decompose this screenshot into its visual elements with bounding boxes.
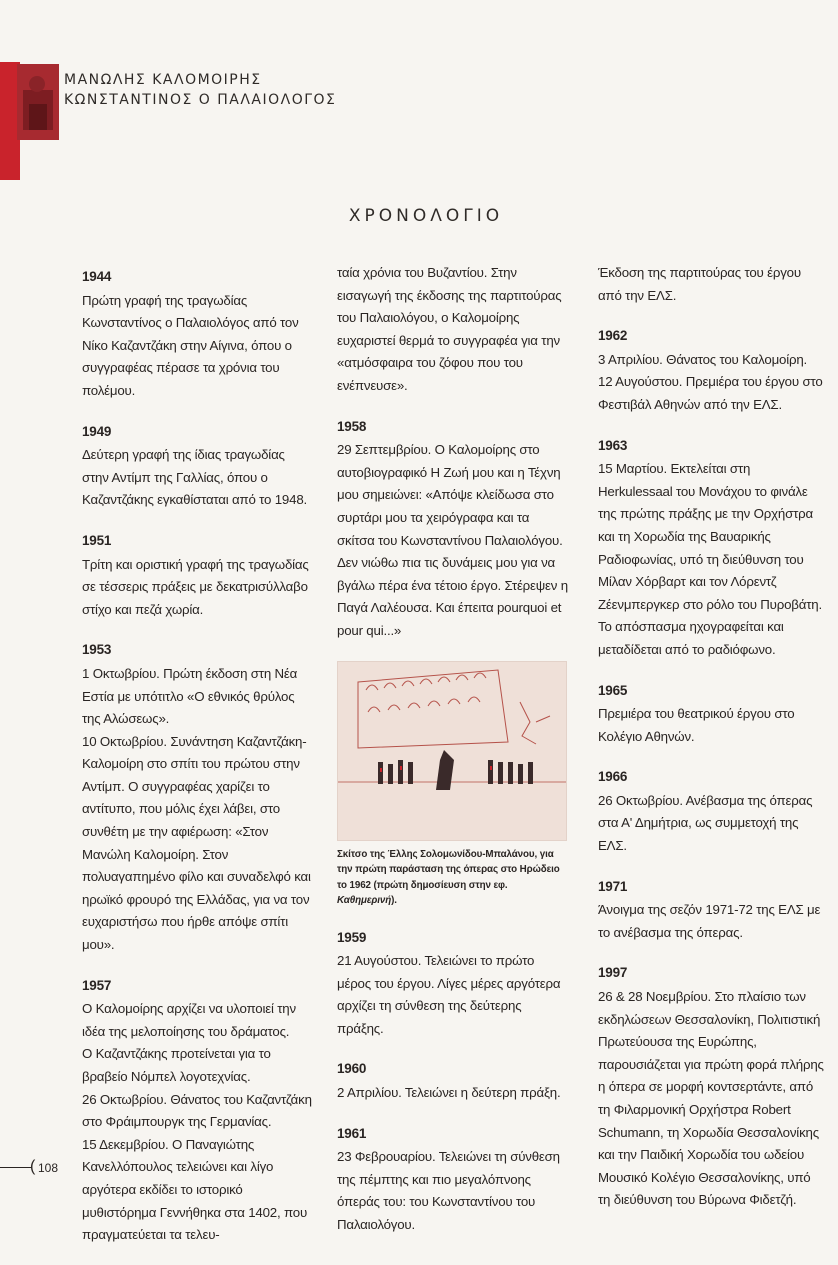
folio-bracket-icon: (: [30, 1158, 36, 1175]
caption-newspaper: Καθημερινή: [337, 895, 392, 906]
entry-text: 26 Οκτωβρίου. Θάνατος του Καζαντζάκη στο Φράιμπουργκ της Γερμανίας.: [82, 1091, 312, 1130]
entry-year: 1965: [598, 682, 628, 698]
entry-text: 21 Αυγούστου. Τελειώνει το πρώτο μέρος του έργου. Λίγες μέρες αργότερα αρχίζει τη σύνθεση της δεύτερης πράξης.: [337, 953, 561, 1036]
chronology-entry: [337, 1123, 569, 1237]
column-1: [82, 266, 314, 1265]
entry-text: Έκδοση της παρτιτούρας του έργου από την ΕΛΣ.: [598, 265, 801, 303]
caption-end: ).: [391, 895, 397, 906]
entry-text: Πρεμιέρα του θεατρικού έργου στο Κολέγιο Αθηνών.: [598, 706, 795, 744]
sketch-image: [337, 661, 567, 841]
chronology-entry: [337, 262, 569, 398]
chronology-entry: [82, 530, 314, 621]
entry-year: 1997: [598, 965, 628, 981]
entry-text: 23 Φεβρουαρίου. Τελειώνει τη σύνθεση της πέμπτης και πιο μεγαλόπνοης όπεράς του: του Κωνσταντίνου του Παλαιολόγου.: [337, 1149, 560, 1233]
entry-text: Άνοιγμα της σεζόν 1971-72 της ΕΛΣ με το ανέβασμα της όπερας.: [598, 902, 821, 940]
header-line-1: ΜΑΝΩΛΗΣ ΚΑΛΟΜΟΙΡΗΣ: [64, 72, 262, 88]
entry-year: 1957: [82, 977, 112, 993]
entry-year: 1958: [337, 418, 367, 434]
page-number: 108: [38, 1161, 59, 1175]
entry-text: 29 Σεπτεμβρίου. Ο Καλομοίρης στο αυτοβιογραφικό Η Ζωή μου και η Τέχνη μου σημειώνει: «Απόψε κλείδωσα στο συρτάρι μου τα χειρόγραφα και τα σκίτσα του Κωνσταντίνου Παλαιολόγου. Δεν νιώθω πια τις δυνάμεις μου για να βγάλω πέρα ένα τέτοιο έργο. Στέρεψεν η Παγά Λαλέουσα. Και έπειτα pourquoi et pour qui...»: [337, 442, 568, 638]
entry-year: 1966: [598, 769, 628, 785]
chronology-entry: [82, 639, 314, 956]
column-2-later-entries: [337, 927, 569, 1237]
entry-text: Δεύτερη γραφή της ίδιας τραγωδίας στην Αντίμπ της Γαλλίας, όπου ο Καζαντζάκης εγκαθίσταται από το 1948.: [82, 447, 308, 508]
entry-text: 1 Οκτωβρίου. Πρώτη έκδοση στη Νέα Εστία με υπότιτλο «Ο εθνικός θρύλος της Αλώσεως».: [82, 665, 298, 727]
entry-text: Πρώτη γραφή της τραγωδίας Κωνσταντίνος ο Παλαιολόγος από τον Νίκο Καζαντζάκη στην Αίγινα, όπου ο συγγραφέας πέρασε τα χρόνια του πολέμου.: [82, 292, 299, 398]
entry-text: 12 Αυγούστου. Πρεμιέρα του έργου στο Φεστιβάλ Αθηνών από την ΕΛΣ.: [598, 374, 823, 412]
entry-text: ταία χρόνια του Βυζαντίου. Στην εισαγωγή της έκδοσης της παρτιτούρας του Παλαιολόγου, ο Καλομοίρης ευχαριστεί θερμά το συγγραφέα για την «ατμόσφαιρα του ζόφου που του ενέπνευσε».: [337, 265, 562, 393]
chronology-entry: [598, 962, 826, 1212]
portrait-icon: [17, 64, 59, 140]
portrait-logo: [17, 64, 59, 140]
entry-year: 1949: [82, 423, 112, 439]
entry-text: 15 Μαρτίου. Εκτελείται στη Herkulessaal του Μονάχου το φινάλε της πρώτης πράξης με την Ορχήστρα και τη Χορωδία της Βαυαρικής Ραδιοφωνίας, υπό τη διεύθυνση του Μίλαν Χόρβαρτ και τον Λόρεντζ Ζέενμπεργκερ στο ρόλο του Πυροβάτη. Το απόσπασμα ηχογραφείται και μεταδίδεται από το ραδιόφωνο.: [598, 461, 822, 657]
header-line-2: ΚΩΝΣΤΑΝΤΙΝΟΣ Ο ΠΑΛΑΙΟΛΟΓΟΣ: [64, 92, 337, 108]
page-title: ΧΡΟΝΟΛΟΓΙΟ: [348, 206, 504, 226]
chronology-entry: [598, 262, 826, 307]
column-2: [337, 262, 569, 1255]
caption-text: Σκίτσο της Έλλης Σολομωνίδου-Μπαλάνου, για την πρώτη παράσταση της όπερας στο Ηρώδειο το 1962 (πρώτη δημοσίευση στην εφ.: [337, 848, 560, 891]
entry-year: 1953: [82, 642, 112, 658]
entry-text: 26 & 28 Νοεμβρίου. Στο πλαίσιο των εκδηλώσεων Θεσσαλονίκη, Πολιτιστική Πρωτεύουσα της Ευρώπης, παρουσιάζεται για πρώτη φορά πλήρης η όπερα σε μορφή κοντσερτάντε, από τη Φιλαρμονική Ορχήστρα Robert Schumann, τη Χορωδία Θεσσαλονίκης και την Παιδική Χορωδία του ωδείου Μουσικό Κολέγιο Θεσσαλονίκης, υπό τη διεύθυνση του Βύρωνα Φιδετζή.: [598, 989, 824, 1208]
entry-text: 3 Απριλίου. Θάνατος του Καλομοίρη.: [598, 351, 808, 367]
figure-caption: [337, 847, 565, 909]
entry-text: 26 Οκτωβρίου. Ανέβασμα της όπερας στα Α' Δημήτρια, ως συμμετοχή της ΕΛΣ.: [598, 792, 813, 854]
column-3: [598, 262, 826, 1230]
chronology-entry: [82, 266, 314, 403]
entry-year: 1944: [82, 269, 112, 284]
entry-text: 15 Δεκεμβρίου. Ο Παναγιώτης Κανελλόπουλος τελειώνει και λίγο αργότερα εκδίδει το ιστορικό μυθιστόρημα Γεννήθηκα στα 1402, που πραγματεύεται τα τελευ-: [82, 1136, 308, 1243]
chronology-entry: [598, 876, 826, 945]
entry-text: Τρίτη και οριστική γραφή της τραγωδίας σε τέσσερις πράξεις με δεκατρισύλλαβο στίχο και πεζά χωρία.: [82, 556, 309, 617]
folio-rule: [0, 1167, 32, 1168]
chronology-entry: [82, 421, 314, 512]
entry-year: 1971: [598, 878, 628, 894]
chronology-entry: [82, 975, 314, 1247]
entry-year: 1951: [82, 532, 112, 548]
chronology-entry: [337, 1058, 569, 1104]
chronology-entry: [598, 325, 826, 416]
entry-text: 2 Απριλίου. Τελειώνει η δεύτερη πράξη.: [337, 1085, 561, 1101]
book-title-header: [64, 70, 336, 110]
entry-year: 1960: [337, 1061, 367, 1077]
chronology-entry: [598, 766, 826, 857]
entry-text: 10 Οκτωβρίου. Συνάντηση Καζαντζάκη-Καλομοίρη στο σπίτι του πρώτου στην Αντίμπ. Ο συγγραφέας χαρίζει το αντίτυπο, που μόλις έχει λάβει, στο συνθέτη με την αφιέρωση: «Στον Μανώλη Καλομοίρη. Στον πολυαγαπημένο φίλο και συναδελφό και ηρωϊκό φρουρό της Ελλάδας, για να τον ευχαριστήσω που ήρθε απόψε σπίτι μου».: [82, 733, 311, 953]
chronology-entry: [337, 416, 569, 643]
chronology-entry: [598, 435, 826, 662]
chronology-entry: [337, 927, 569, 1041]
sketch-figure: [337, 661, 565, 909]
entry-year: 1962: [598, 328, 628, 344]
entry-text: Ο Καλομοίρης αρχίζει να υλοποιεί την ιδέα της μελοποίησης του δράματος.: [82, 1001, 296, 1039]
entry-text: Ο Καζαντζάκης προτείνεται για το βραβείο Νόμπελ λογοτεχνίας.: [82, 1046, 271, 1084]
chronology-entry: [598, 680, 826, 749]
entry-year: 1961: [337, 1125, 367, 1141]
entry-year: 1959: [337, 929, 367, 945]
entry-year: 1963: [598, 437, 628, 453]
